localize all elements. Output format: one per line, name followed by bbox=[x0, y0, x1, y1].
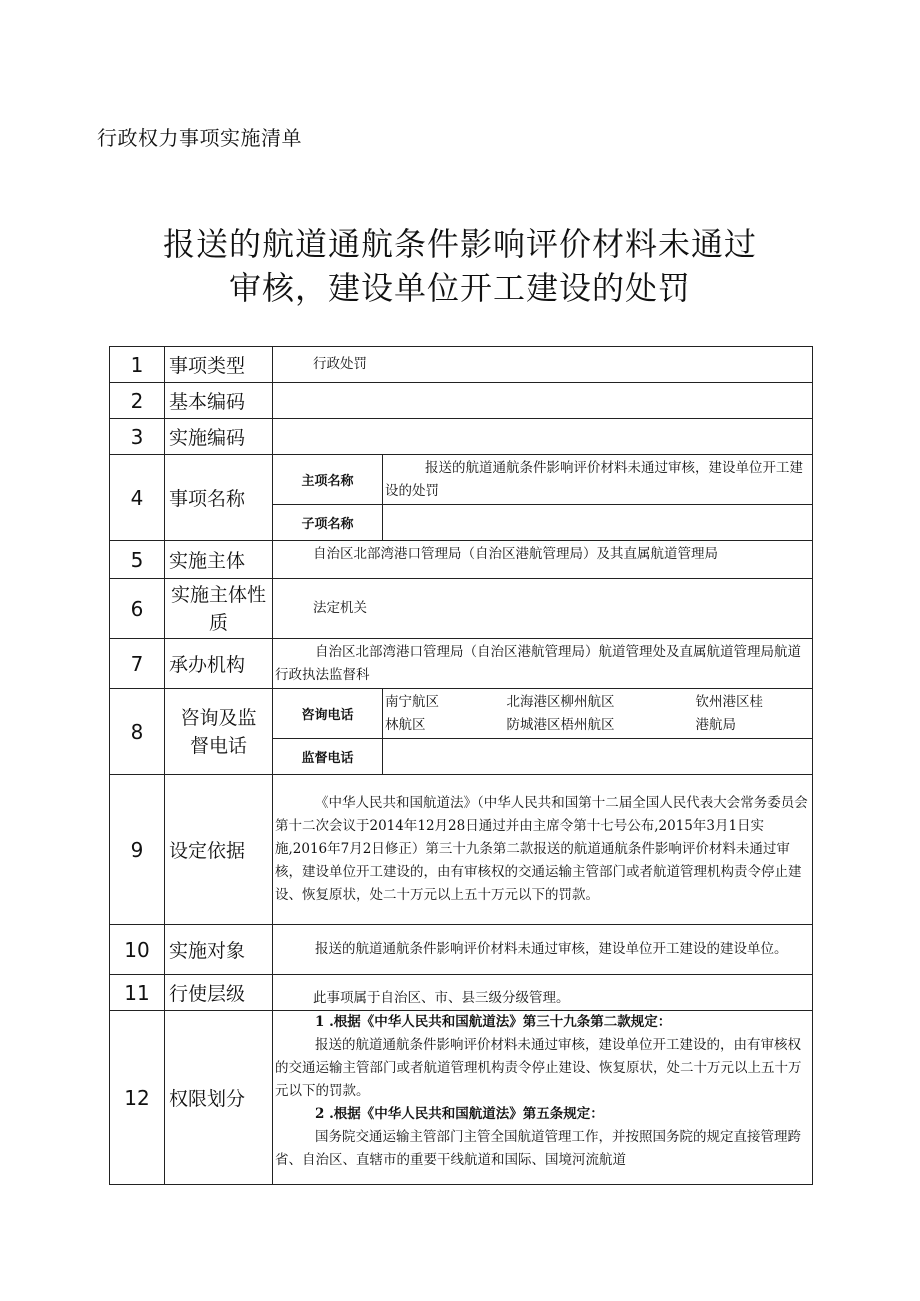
table-row bbox=[110, 541, 813, 579]
sub-label: 监督电话 bbox=[273, 739, 383, 775]
row-number: 10 bbox=[110, 925, 165, 975]
sub-value bbox=[383, 739, 813, 775]
row-label: 承办机构 bbox=[165, 639, 273, 689]
row-value bbox=[273, 383, 813, 419]
table-row bbox=[110, 925, 813, 975]
row-number: 5 bbox=[110, 541, 165, 579]
row-label: 实施编码 bbox=[165, 419, 273, 455]
table-row bbox=[110, 455, 813, 505]
row-value: 行政处罚 bbox=[273, 347, 813, 383]
row-value: 此事项属于自治区、市、县三级分级管理。 bbox=[273, 975, 813, 1011]
row-number: 1 bbox=[110, 347, 165, 383]
row-value: 《中华人民共和国航道法》（中华人民共和国第十二届全国人民代表大会常务委员会第十二次会议于2014年12月28日通过并由主席令第十七号公布,2015年3月1日实施,2016年7月2日修正）第三十九条第二款报送的航道通航条件影响评价材料未通过审核，建设单位开工建设的，由有审核权的交通运输主管部门或者航道管理机构责令停止建设、恢复原状，处二十万元以上五十万元以下的罚款。 bbox=[273, 775, 813, 925]
table-row bbox=[110, 383, 813, 419]
row-label: 事项类型 bbox=[165, 347, 273, 383]
table-row bbox=[110, 419, 813, 455]
table-row bbox=[110, 639, 813, 689]
document-title bbox=[0, 222, 920, 310]
row-number: 12 bbox=[110, 1011, 165, 1185]
row-number: 11 bbox=[110, 975, 165, 1011]
row-label: 行使层级 bbox=[165, 975, 273, 1011]
sub-value bbox=[383, 505, 813, 541]
table-row bbox=[110, 1011, 813, 1185]
row-number: 9 bbox=[110, 775, 165, 925]
row-label: 实施主体性质 bbox=[165, 579, 273, 639]
list-header: 行政权力事项实施清单 bbox=[97, 126, 302, 150]
paragraph-body: 国务院交通运输主管部门主管全国航道管理工作，并按照国务院的规定直接管理跨省、自治区、直辖市的重要干线航道和国际、国境河流航道 bbox=[275, 1129, 801, 1168]
paragraph-heading: 2 .根据《中华人民共和国航道法》第五条规定： bbox=[315, 1106, 604, 1122]
row-value: 自治区北部湾港口管理局（自治区港航管理局）及其直属航道管理局 bbox=[273, 541, 813, 579]
title-line-1: 报送的航道通航条件影响评价材料未通过 bbox=[162, 225, 757, 263]
paragraph-heading: 1 .根据《中华人民共和国航道法》第三十九条第二款规定： bbox=[315, 1014, 672, 1030]
row-value bbox=[273, 1011, 813, 1185]
row-label: 事项名称 bbox=[165, 455, 273, 541]
row-value bbox=[273, 419, 813, 455]
table-row bbox=[110, 579, 813, 639]
row-number: 6 bbox=[110, 579, 165, 639]
table-row bbox=[110, 689, 813, 739]
sub-value: 报送的航道通航条件影响评价材料未通过审核，建设单位开工建设的处罚 bbox=[383, 455, 813, 505]
row-value: 法定机关 bbox=[273, 579, 813, 639]
title-line-2: 审核，建设单位开工建设的处罚 bbox=[228, 269, 691, 307]
table-row bbox=[110, 975, 813, 1011]
row-number: 2 bbox=[110, 383, 165, 419]
sub-label: 子项名称 bbox=[273, 505, 383, 541]
paragraph-body: 报送的航道通航条件影响评价材料未通过审核，建设单位开工建设的，由有审核权的交通运输主管部门或者航道管理机构责令停止建设、恢复原状，处二十万元以上五十万元以下的罚款。 bbox=[275, 1037, 802, 1099]
row-label: 设定依据 bbox=[165, 775, 273, 925]
row-number: 3 bbox=[110, 419, 165, 455]
sub-value: 南宁航区 北海港区柳州航区 钦州港区桂 林航区 防城港区梧州航区 港航局 bbox=[383, 689, 813, 739]
row-value: 报送的航道通航条件影响评价材料未通过审核，建设单位开工建设的建设单位。 bbox=[273, 925, 813, 975]
row-value: 自治区北部湾港口管理局（自治区港航管理局）航道管理处及直属航道管理局航道行政执法监督科 bbox=[273, 639, 813, 689]
row-label: 实施主体 bbox=[165, 541, 273, 579]
sub-label: 主项名称 bbox=[273, 455, 383, 505]
item-table bbox=[109, 346, 813, 1185]
row-number: 7 bbox=[110, 639, 165, 689]
table-row bbox=[110, 775, 813, 925]
sub-label: 咨询电话 bbox=[273, 689, 383, 739]
row-label: 基本编码 bbox=[165, 383, 273, 419]
table-row bbox=[110, 347, 813, 383]
row-label: 咨询及监督电话 bbox=[165, 689, 273, 775]
row-number: 8 bbox=[110, 689, 165, 775]
row-label: 权限划分 bbox=[165, 1011, 273, 1185]
row-label: 实施对象 bbox=[165, 925, 273, 975]
row-number: 4 bbox=[110, 455, 165, 541]
